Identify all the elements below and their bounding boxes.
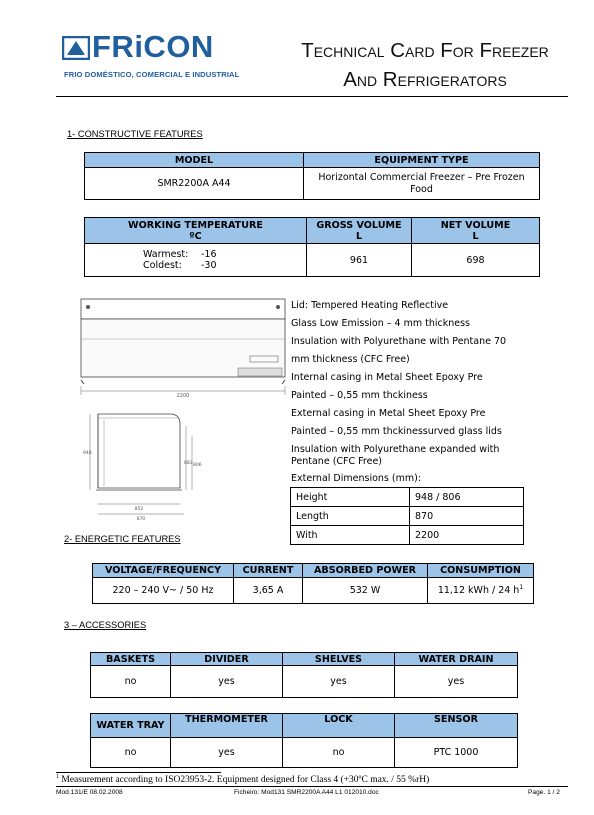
- thermometer-value: yes: [171, 738, 283, 768]
- energetic-table: [92, 563, 534, 604]
- temperature-volume-table: [84, 217, 540, 277]
- equipment-type-value: Horizontal Commercial Freezer – Pre Frozen Food: [304, 168, 540, 200]
- water-drain-header: WATER DRAIN: [395, 653, 518, 666]
- dimensions-title: External Dimensions (mm):: [291, 473, 422, 484]
- side-dimension-depth-outer: 870: [136, 517, 146, 522]
- freezer-side-drawing: [80, 406, 210, 522]
- spec-line: Insulation with Polyurethane with Pentane 70: [291, 336, 507, 347]
- accessories-table-1: [90, 652, 518, 698]
- spec-line: Painted – 0,55 mm thckiness: [291, 390, 428, 401]
- thermometer-header: THERMOMETER: [171, 714, 283, 738]
- side-dimension-height-total: 948: [83, 451, 92, 456]
- dimensions-table: [290, 487, 524, 545]
- baskets-value: no: [91, 666, 171, 698]
- water-tray-value: no: [91, 738, 171, 768]
- gross-volume-value: 961: [307, 244, 412, 277]
- spec-line: Internal casing in Metal Sheet Epoxy Pre: [291, 372, 483, 383]
- title-line-2: And Refrigerators: [343, 68, 507, 91]
- current-header: CURRENT: [234, 564, 303, 578]
- water-tray-header: WATER TRAY: [91, 714, 171, 738]
- logo-subtitle: FRIO DOMÉSTICO, COMERCIAL E INDUSTRIAL: [64, 70, 240, 79]
- spec-line: mm thickness (CFC Free): [291, 354, 410, 365]
- voltage-value: 220 – 240 V~ / 50 Hz: [93, 578, 234, 604]
- header-divider: [56, 96, 568, 97]
- divider-header: DIVIDER: [171, 653, 283, 666]
- equipment-type-header: EQUIPMENT TYPE: [304, 153, 540, 168]
- section-constructive-title: 1- CONSTRUCTIVE FEATURES: [67, 129, 203, 139]
- water-drain-value: yes: [395, 666, 518, 698]
- table-row: Height 948 / 806: [291, 488, 524, 507]
- lock-header: LOCK: [283, 714, 395, 738]
- net-volume-header: NET VOLUME L: [412, 218, 540, 244]
- lock-value: no: [283, 738, 395, 768]
- spec-line: Painted – 0,55 mm thckinessurved glass lids: [291, 426, 502, 437]
- side-dimension-height-a: 883: [184, 461, 193, 466]
- footer-form-code: Mod.131/E 08.02.2008: [56, 789, 123, 796]
- sensor-header: SENSOR: [395, 714, 518, 738]
- table-row: With 2200: [291, 526, 524, 545]
- footer-filename: Ficheiro: Mod131 SMR2200A A44 L1 012010.doc: [234, 789, 379, 796]
- fricon-logo-icon: [62, 36, 90, 60]
- shelves-value: yes: [283, 666, 395, 698]
- footnote: $^1$ Measurement according to ISO23953-2. Equipment designed for Class 4 (+30ºC max. / 55 %rH): [56, 774, 430, 786]
- consumption-value: 11,12 kWh / 24 $h^1$: [428, 578, 534, 604]
- table-row: Length 870: [291, 507, 524, 526]
- freezer-front-drawing: [78, 296, 288, 400]
- voltage-header: VOLTAGE/FREQUENCY: [93, 564, 234, 578]
- model-value: SMR2200A A44: [85, 168, 304, 200]
- model-table: [84, 152, 540, 200]
- consumption-header: CONSUMPTION: [428, 564, 534, 578]
- footnote-divider: [56, 772, 221, 773]
- specifications-list: [291, 297, 529, 488]
- absorbed-power-value: 532 W: [303, 578, 428, 604]
- page-title: [280, 36, 570, 94]
- gross-volume-header: GROSS VOLUME L: [307, 218, 412, 244]
- side-dimension-depth-inner: 852: [134, 507, 144, 512]
- shelves-header: SHELVES: [283, 653, 395, 666]
- footer-page-number: Page. 1 / 2: [528, 789, 560, 796]
- spec-line: Glass Low Emission – 4 mm thickness: [291, 318, 470, 329]
- side-dimension-height-b: 806: [193, 463, 202, 468]
- section-accessories-title: 3 – ACCESSORIES: [64, 620, 147, 630]
- sensor-value: PTC 1000: [395, 738, 518, 768]
- absorbed-power-header: ABSORBED POWER: [303, 564, 428, 578]
- section-energetic-title: 2- ENERGETIC FEATURES: [64, 534, 181, 544]
- spec-insulation: Insulation with Polyurethane expanded with Pentane (CFC Free): [291, 444, 500, 467]
- front-width-dimension: 2200: [176, 393, 190, 399]
- net-volume-value: 698: [412, 244, 540, 277]
- footer-divider: [56, 786, 568, 787]
- logo-wordmark: FRiCON: [92, 29, 214, 64]
- accessories-table-2: [90, 713, 518, 768]
- temperature-values: Warmest: -16 Coldest: -30: [85, 244, 307, 277]
- working-temp-header: WORKING TEMPERATURE ºC: [85, 218, 307, 244]
- baskets-header: BASKETS: [91, 653, 171, 666]
- title-line-1: Technical Card For Freezer: [301, 39, 549, 62]
- spec-line: External casing in Metal Sheet Epoxy Pre: [291, 408, 486, 419]
- divider-value: yes: [171, 666, 283, 698]
- spec-line: Lid: Tempered Heating Reflective: [291, 300, 449, 311]
- model-header: MODEL: [85, 153, 304, 168]
- current-value: 3,65 A: [234, 578, 303, 604]
